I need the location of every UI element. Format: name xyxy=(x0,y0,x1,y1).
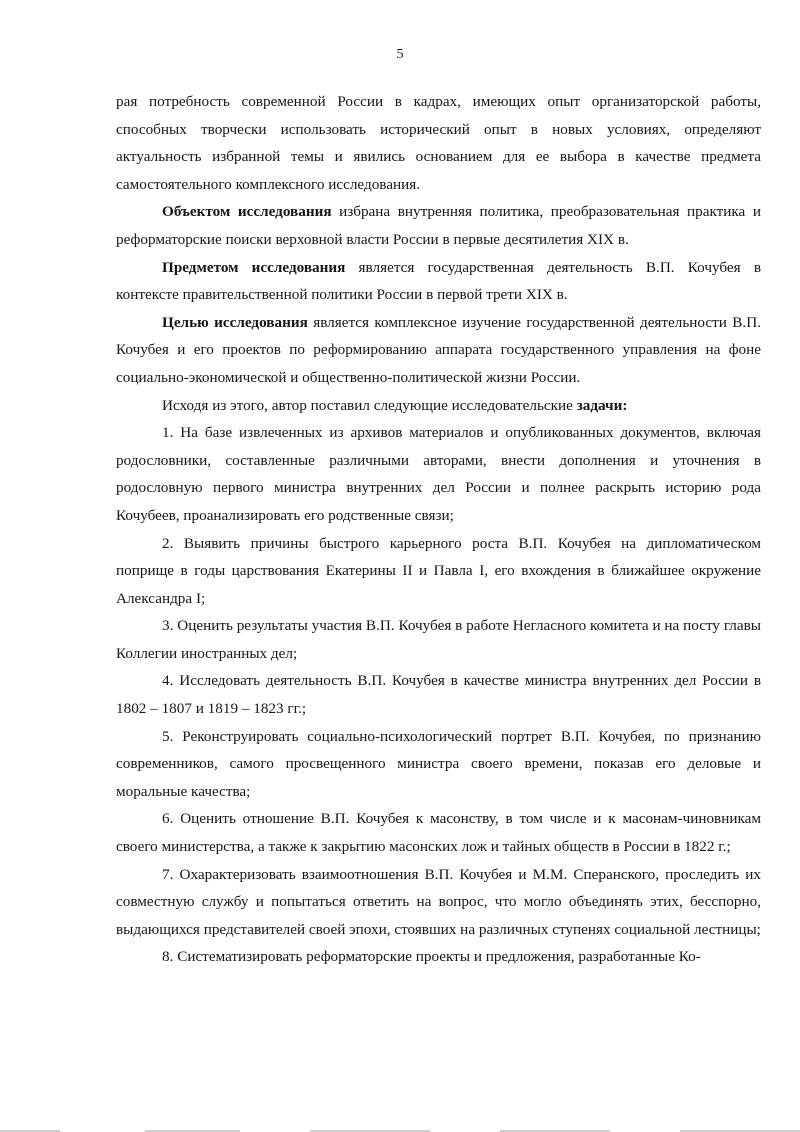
paragraph-object xyxy=(116,198,761,253)
paragraph-tasks-intro xyxy=(116,392,761,420)
document-body xyxy=(116,88,761,971)
paragraph-goal-text: является комплексное изучение государственной деятельности В.П. Кочубея и его проектов по реформированию аппарата государственного управления на фоне социально-экономической и общественно-политической жизни России. xyxy=(116,313,761,386)
paragraph-tasks-intro-text: Исходя из этого, автор поставил следующие исследовательские xyxy=(162,396,577,414)
paragraph-subject-text: является государственная деятельность В.П. Кочубея в контексте правительственной политики России в первой трети XIX в. xyxy=(116,258,761,304)
scan-edge-marks xyxy=(0,1128,800,1132)
term-goal: Целью исследования xyxy=(162,313,308,331)
task-item-6: 6. Оценить отношение В.П. Кочубея к масонству, в том числе и к масонам-чиновникам своего министерства, а также к закрытию масонских лож и тайных обществ в России в 1822 г.; xyxy=(116,810,761,856)
task-item-7: 7. Охарактеризовать взаимоотношения В.П. Кочубея и М.М. Сперанского, проследить их совместную службу и попытаться ответить на вопрос, что могло объединять этих, бесспорно, выдающихся представителей своей эпохи, стоявших на различных ступенях социальной лестницы; xyxy=(116,865,761,938)
task-item-4: 4. Исследовать деятельность В.П. Кочубея в качестве министра внутренних дел России в 1802 – 1807 и 1819 – 1823 гг.; xyxy=(116,672,761,718)
page-number: 5 xyxy=(396,47,404,62)
term-subject: Предметом исследования xyxy=(162,258,346,276)
task-item-3: 3. Оценить результаты участия В.П. Кочубея в работе Негласного комитета и на посту главы Коллегии иностранных дел; xyxy=(116,617,761,662)
task-item-2: 2. Выявить причины быстрого карьерного роста В.П. Кочубея на дипломатическом поприще в годы царствования Екатерины II и Павла I, его вхождения в ближайшее окружение Александра I; xyxy=(116,534,761,607)
task-item-1: 1. На базе извлеченных из архивов материалов и опубликованных документов, включая родословники, составленные различными авторами, внести дополнения и уточнения в родословную первого министра внутренних дел России и полнее раскрыть историю рода Кочубеев, проанализировать его родственные связи; xyxy=(116,424,761,524)
task-item-8: 8. Систематизировать реформаторские проекты и предложения, разработанные Ко- xyxy=(162,948,701,966)
task-item-5: 5. Реконструировать социально-психологический портрет В.П. Кочубея, по признанию современников, самого просвещенного министра своего времени, показав его деловые и моральные качества; xyxy=(116,727,761,800)
paragraph-continuation: рая потребность современной России в кадрах, имеющих опыт организаторской работы, способных творчески использовать исторический опыт в новых условиях, определяют актуальность избранной темы и явились основанием для ее выбора в качестве предмета самостоятельного комплексного исследования. xyxy=(116,93,761,193)
paragraph-subject xyxy=(116,254,761,309)
paragraph-object-text: избрана внутренняя политика, преобразовательная практика и реформаторские поиски верховной власти России в первые десятилетия XIX в. xyxy=(116,203,761,248)
term-tasks: задачи: xyxy=(576,396,628,414)
paragraph-goal xyxy=(116,309,761,392)
term-object: Объектом исследования xyxy=(162,203,332,221)
